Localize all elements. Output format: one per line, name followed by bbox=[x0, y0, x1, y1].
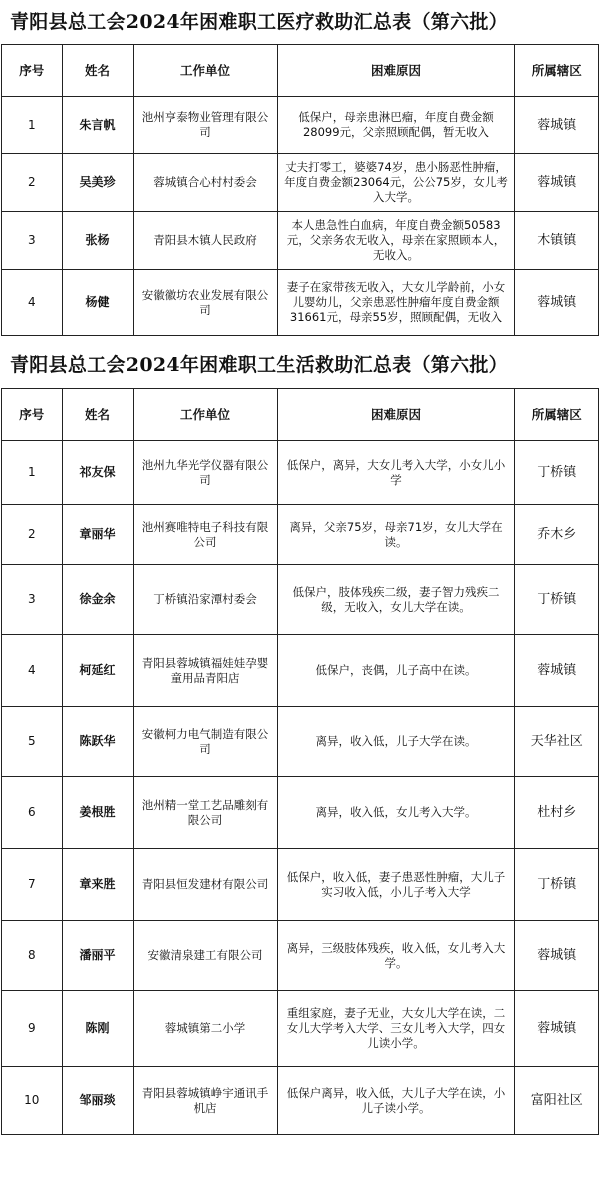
header-name: 姓名 bbox=[62, 389, 133, 441]
cell-reason: 离异，父亲75岁，母亲71岁，女儿大学在读。 bbox=[277, 505, 515, 565]
cell-area: 蓉城镇 bbox=[515, 97, 599, 154]
cell-reason: 低保户，肢体残疾二级，妻子智力残疾二级，无收入，女儿大学在读。 bbox=[277, 565, 515, 635]
cell-unit: 安徽清泉建工有限公司 bbox=[133, 921, 277, 991]
cell-no: 9 bbox=[2, 991, 63, 1067]
cell-no: 2 bbox=[2, 505, 63, 565]
cell-name: 陈刚 bbox=[62, 991, 133, 1067]
cell-no: 2 bbox=[2, 154, 63, 212]
cell-unit: 安徽柯力电气制造有限公司 bbox=[133, 707, 277, 777]
cell-area: 蓉城镇 bbox=[515, 991, 599, 1067]
table-row bbox=[2, 849, 599, 921]
header-no: 序号 bbox=[2, 45, 63, 97]
cell-no: 8 bbox=[2, 921, 63, 991]
cell-unit: 青阳县蓉城镇福娃娃孕婴童用品青阳店 bbox=[133, 635, 277, 707]
table-row bbox=[2, 212, 599, 270]
table-row bbox=[2, 97, 599, 154]
cell-unit: 青阳县恒发建材有限公司 bbox=[133, 849, 277, 921]
cell-name: 吴美珍 bbox=[62, 154, 133, 212]
living-aid-table-title: 青阳县总工会2024年困难职工生活救助汇总表（第六批） bbox=[10, 354, 508, 376]
table-row bbox=[2, 777, 599, 849]
cell-unit: 青阳县木镇人民政府 bbox=[133, 212, 277, 270]
header-reason: 困难原因 bbox=[277, 45, 515, 97]
cell-no: 4 bbox=[2, 270, 63, 336]
cell-reason: 低保户，丧偶，儿子高中在读。 bbox=[277, 635, 515, 707]
header-unit: 工作单位 bbox=[133, 389, 277, 441]
header-name: 姓名 bbox=[62, 45, 133, 97]
cell-no: 3 bbox=[2, 212, 63, 270]
cell-area: 乔木乡 bbox=[515, 505, 599, 565]
cell-reason: 重组家庭，妻子无业，大女儿大学在读，二女儿大学考入大学、三女儿考入大学，四女儿读小学。 bbox=[277, 991, 515, 1067]
cell-reason: 本人患急性白血病，年度自费金额50583元，父亲务农无收入，母亲在家照顾本人，无收入。 bbox=[277, 212, 515, 270]
header-reason: 困难原因 bbox=[277, 389, 515, 441]
cell-no: 6 bbox=[2, 777, 63, 849]
cell-unit: 池州精一堂工艺品雕刻有限公司 bbox=[133, 777, 277, 849]
table-row bbox=[2, 921, 599, 991]
cell-name: 姜根胜 bbox=[62, 777, 133, 849]
cell-reason: 离异，收入低，女儿考入大学。 bbox=[277, 777, 515, 849]
cell-reason: 低保户，离异，大女儿考入大学，小女儿小学 bbox=[277, 441, 515, 505]
cell-no: 10 bbox=[2, 1067, 63, 1135]
medical-aid-table bbox=[1, 44, 599, 336]
cell-name: 邹丽琰 bbox=[62, 1067, 133, 1135]
header-area: 所属辖区 bbox=[515, 45, 599, 97]
cell-no: 5 bbox=[2, 707, 63, 777]
cell-name: 陈跃华 bbox=[62, 707, 133, 777]
cell-unit: 池州亨泰物业管理有限公司 bbox=[133, 97, 277, 154]
cell-unit: 青阳县蓉城镇峥宇通讯手机店 bbox=[133, 1067, 277, 1135]
table-row bbox=[2, 635, 599, 707]
cell-name: 章来胜 bbox=[62, 849, 133, 921]
cell-no: 3 bbox=[2, 565, 63, 635]
table-header-row bbox=[2, 45, 599, 97]
cell-area: 蓉城镇 bbox=[515, 270, 599, 336]
cell-reason: 离异，三级肢体残疾，收入低，女儿考入大学。 bbox=[277, 921, 515, 991]
cell-area: 富阳社区 bbox=[515, 1067, 599, 1135]
cell-area: 丁桥镇 bbox=[515, 441, 599, 505]
cell-area: 木镇镇 bbox=[515, 212, 599, 270]
table-row bbox=[2, 991, 599, 1067]
cell-area: 蓉城镇 bbox=[515, 635, 599, 707]
header-unit: 工作单位 bbox=[133, 45, 277, 97]
cell-no: 1 bbox=[2, 441, 63, 505]
table-row bbox=[2, 154, 599, 212]
cell-area: 蓉城镇 bbox=[515, 154, 599, 212]
cell-name: 章丽华 bbox=[62, 505, 133, 565]
table-row bbox=[2, 565, 599, 635]
cell-reason: 低保户，收入低，妻子患恶性肿瘤，大儿子实习收入低，小儿子考入大学 bbox=[277, 849, 515, 921]
header-no: 序号 bbox=[2, 389, 63, 441]
cell-unit: 蓉城镇第二小学 bbox=[133, 991, 277, 1067]
cell-no: 7 bbox=[2, 849, 63, 921]
cell-unit: 蓉城镇合心村村委会 bbox=[133, 154, 277, 212]
cell-reason: 妻子在家带孩无收入，大女儿学龄前，小女儿婴幼儿，父亲患恶性肿瘤年度自费金额31661元，母亲55岁，照顾配偶，无收入 bbox=[277, 270, 515, 336]
table-row bbox=[2, 270, 599, 336]
cell-name: 徐金余 bbox=[62, 565, 133, 635]
cell-no: 4 bbox=[2, 635, 63, 707]
cell-area: 丁桥镇 bbox=[515, 849, 599, 921]
cell-no: 1 bbox=[2, 97, 63, 154]
cell-reason: 低保户离异，收入低，大儿子大学在读，小儿子读小学。 bbox=[277, 1067, 515, 1135]
cell-name: 柯延红 bbox=[62, 635, 133, 707]
table-row bbox=[2, 441, 599, 505]
header-area: 所属辖区 bbox=[515, 389, 599, 441]
cell-name: 潘丽平 bbox=[62, 921, 133, 991]
cell-name: 朱言帆 bbox=[62, 97, 133, 154]
cell-name: 张杨 bbox=[62, 212, 133, 270]
cell-unit: 池州九华光学仪器有限公司 bbox=[133, 441, 277, 505]
table-row bbox=[2, 707, 599, 777]
medical-aid-table-title: 青阳县总工会2024年困难职工医疗救助汇总表（第六批） bbox=[10, 11, 508, 33]
cell-name: 祁友保 bbox=[62, 441, 133, 505]
cell-area: 蓉城镇 bbox=[515, 921, 599, 991]
table-row bbox=[2, 505, 599, 565]
cell-unit: 安徽徽坊农业发展有限公司 bbox=[133, 270, 277, 336]
cell-reason: 低保户，母亲患淋巴瘤，年度自费金额28099元，父亲照顾配偶，暂无收入 bbox=[277, 97, 515, 154]
cell-area: 天华社区 bbox=[515, 707, 599, 777]
cell-area: 杜村乡 bbox=[515, 777, 599, 849]
cell-reason: 离异，收入低，儿子大学在读。 bbox=[277, 707, 515, 777]
table-header-row bbox=[2, 389, 599, 441]
table-row bbox=[2, 1067, 599, 1135]
cell-area: 丁桥镇 bbox=[515, 565, 599, 635]
living-aid-table bbox=[1, 388, 599, 1135]
cell-unit: 丁桥镇沿家潭村委会 bbox=[133, 565, 277, 635]
cell-unit: 池州赛唯特电子科技有限公司 bbox=[133, 505, 277, 565]
cell-reason: 丈夫打零工，婆婆74岁，患小肠恶性肿瘤，年度自费金额23064元，公公75岁，女儿考入大学。 bbox=[277, 154, 515, 212]
cell-name: 杨健 bbox=[62, 270, 133, 336]
